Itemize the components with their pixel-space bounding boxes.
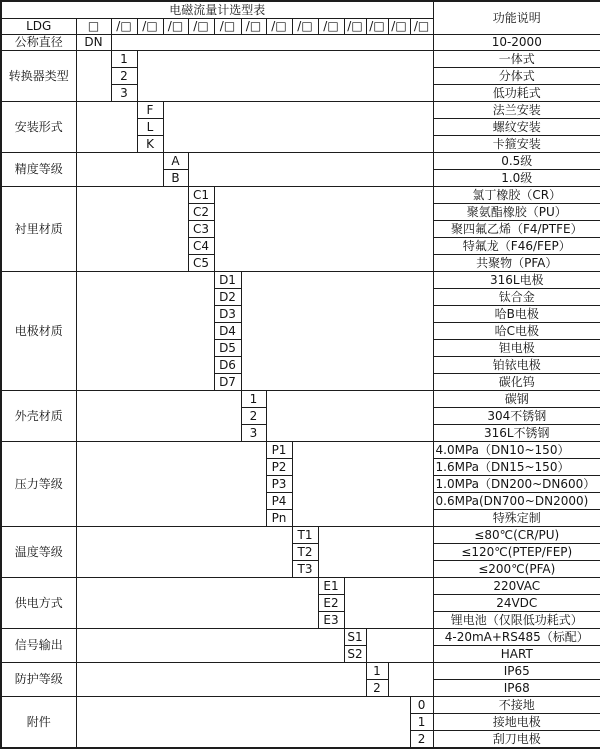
code-box: □ — [76, 19, 111, 35]
code-cell: 0 — [410, 697, 433, 714]
code-cell: S1 — [344, 629, 366, 646]
description-cell: ≤80℃(CR/PU) — [433, 527, 600, 544]
description-cell: 铂铱电极 — [433, 357, 600, 374]
description-cell: 哈C电极 — [433, 323, 600, 340]
description-cell: 刮刀电极 — [433, 731, 600, 749]
code-cell: 1 — [241, 391, 266, 408]
description-cell: 一体式 — [433, 51, 600, 68]
code-box-slot: /□ — [137, 19, 163, 35]
code-cell: C4 — [188, 238, 214, 255]
section-label-signal-output: 信号输出 — [1, 629, 76, 663]
description-cell: 0.5级 — [433, 153, 600, 170]
section-label-installation-type: 安装形式 — [1, 102, 76, 153]
section-label-electrode-material: 电极材质 — [1, 272, 76, 391]
description-cell: 卡箍安装 — [433, 136, 600, 153]
description-cell: 聚四氟乙烯（F4/PTFE） — [433, 221, 600, 238]
section-label-protection-rating: 防护等级 — [1, 663, 76, 697]
code-cell: D4 — [214, 323, 241, 340]
description-cell: 哈B电极 — [433, 306, 600, 323]
function-description-header: 功能说明 — [433, 1, 600, 35]
section-label-lining-material: 衬里材质 — [1, 187, 76, 272]
spacer-cell — [76, 102, 137, 153]
description-cell: 特氟龙（F46/FEP） — [433, 238, 600, 255]
code-box-slot: /□ — [214, 19, 241, 35]
description-cell: 316L电极 — [433, 272, 600, 289]
description-cell: 分体式 — [433, 68, 600, 85]
description-cell: IP68 — [433, 680, 600, 697]
code-box-slot: /□ — [266, 19, 292, 35]
code-cell: B — [163, 170, 188, 187]
spacer-cell — [76, 187, 188, 272]
code-box-slot: /□ — [292, 19, 318, 35]
code-box-slot: /□ — [163, 19, 188, 35]
section-label-accuracy-class: 精度等级 — [1, 153, 76, 187]
code-box-slot: /□ — [410, 19, 433, 35]
spacer-cell — [241, 272, 433, 391]
code-cell: P1 — [266, 442, 292, 459]
description-cell: 聚氨酯橡胶（PU） — [433, 204, 600, 221]
spacer-cell — [76, 51, 111, 102]
code-cell: E3 — [318, 612, 344, 629]
description-cell: 10-2000 — [433, 35, 600, 51]
code-cell: F — [137, 102, 163, 119]
code-cell: 2 — [366, 680, 388, 697]
code-box-slot: /□ — [388, 19, 410, 35]
spacer-cell — [111, 35, 433, 51]
section-label-power-supply: 供电方式 — [1, 578, 76, 629]
section-label-temperature-rating: 温度等级 — [1, 527, 76, 578]
description-cell: 共聚物（PFA） — [433, 255, 600, 272]
spacer-cell — [163, 102, 433, 153]
description-cell: 316L不锈钢 — [433, 425, 600, 442]
description-cell: 4-20mA+RS485（标配） — [433, 629, 600, 646]
spacer-cell — [266, 391, 433, 442]
description-cell: 氯丁橡胶（CR） — [433, 187, 600, 204]
spacer-cell — [318, 527, 433, 578]
description-cell: 220VAC — [433, 578, 600, 595]
code-cell: Pn — [266, 510, 292, 527]
code-cell: P2 — [266, 459, 292, 476]
code-cell: C3 — [188, 221, 214, 238]
code-cell: 1 — [410, 714, 433, 731]
code-cell: 2 — [241, 408, 266, 425]
description-cell: IP65 — [433, 663, 600, 680]
spacer-cell — [214, 187, 433, 272]
spacer-cell — [76, 153, 163, 187]
description-cell: ≤200℃(PFA) — [433, 561, 600, 578]
description-cell: 特殊定制 — [433, 510, 600, 527]
code-cell: C1 — [188, 187, 214, 204]
spacer-cell — [76, 391, 241, 442]
code-cell: L — [137, 119, 163, 136]
description-cell: 1.0级 — [433, 170, 600, 187]
code-cell: P3 — [266, 476, 292, 493]
spacer-cell — [76, 578, 318, 629]
description-cell: 碳钢 — [433, 391, 600, 408]
description-cell: 304不锈钢 — [433, 408, 600, 425]
table-title: 电磁流量计选型表 — [1, 1, 433, 19]
description-cell: HART — [433, 646, 600, 663]
spacer-cell — [76, 527, 292, 578]
description-cell: 碳化钨 — [433, 374, 600, 391]
code-cell: D1 — [214, 272, 241, 289]
code-cell: 2 — [410, 731, 433, 749]
code-box-slot: /□ — [344, 19, 366, 35]
code-cell: E1 — [318, 578, 344, 595]
code-cell: 2 — [111, 68, 137, 85]
code-cell: C2 — [188, 204, 214, 221]
code-cell: 1 — [111, 51, 137, 68]
spacer-cell — [76, 663, 366, 697]
code-cell: D6 — [214, 357, 241, 374]
spacer-cell — [188, 153, 433, 187]
code-cell: D5 — [214, 340, 241, 357]
description-cell: 1.0MPa（DN200~DN600） — [433, 476, 600, 493]
description-cell: 低功耗式 — [433, 85, 600, 102]
code-cell: D2 — [214, 289, 241, 306]
section-label-accessories: 附件 — [1, 697, 76, 749]
code-box-slot: /□ — [188, 19, 214, 35]
code-cell: 1 — [366, 663, 388, 680]
section-label-nominal-diameter: 公称直径 — [1, 35, 76, 51]
spacer-cell — [366, 629, 433, 663]
code-cell: T3 — [292, 561, 318, 578]
description-cell: 螺纹安装 — [433, 119, 600, 136]
spacer-cell — [344, 578, 433, 629]
section-label-pressure-rating: 压力等级 — [1, 442, 76, 527]
description-cell: 24VDC — [433, 595, 600, 612]
section-label-converter-type: 转换器类型 — [1, 51, 76, 102]
code-cell: T1 — [292, 527, 318, 544]
code-cell: T2 — [292, 544, 318, 561]
description-cell: ≤120℃(PTEP/FEP) — [433, 544, 600, 561]
section-label-housing-material: 外壳材质 — [1, 391, 76, 442]
spacer-cell — [292, 442, 433, 527]
description-cell: 0.6MPa(DN700~DN2000) — [433, 493, 600, 510]
code-cell: S2 — [344, 646, 366, 663]
code-cell: D3 — [214, 306, 241, 323]
spacer-cell — [137, 51, 433, 102]
code-cell: P4 — [266, 493, 292, 510]
code-box-slot: /□ — [241, 19, 266, 35]
code-cell: D7 — [214, 374, 241, 391]
description-cell: 1.6MPa（DN15~150） — [433, 459, 600, 476]
spacer-cell — [76, 697, 410, 749]
description-cell: 锂电池（仅限低功耗式） — [433, 612, 600, 629]
code-box-slot: /□ — [111, 19, 137, 35]
code-cell: E2 — [318, 595, 344, 612]
code-box-slot: /□ — [366, 19, 388, 35]
code-cell: K — [137, 136, 163, 153]
model-code-label: LDG — [1, 19, 76, 35]
code-cell: A — [163, 153, 188, 170]
description-cell: 4.0MPa（DN10~150） — [433, 442, 600, 459]
description-cell: 钛合金 — [433, 289, 600, 306]
description-cell: 钽电极 — [433, 340, 600, 357]
code-cell: 3 — [111, 85, 137, 102]
spacer-cell — [76, 272, 214, 391]
spacer-cell — [76, 629, 344, 663]
code-cell: DN — [76, 35, 111, 51]
description-cell: 接地电极 — [433, 714, 600, 731]
code-cell: C5 — [188, 255, 214, 272]
spacer-cell — [388, 663, 433, 697]
code-cell: 3 — [241, 425, 266, 442]
spacer-cell — [76, 442, 266, 527]
code-box-slot: /□ — [318, 19, 344, 35]
description-cell: 不接地 — [433, 697, 600, 714]
description-cell: 法兰安装 — [433, 102, 600, 119]
